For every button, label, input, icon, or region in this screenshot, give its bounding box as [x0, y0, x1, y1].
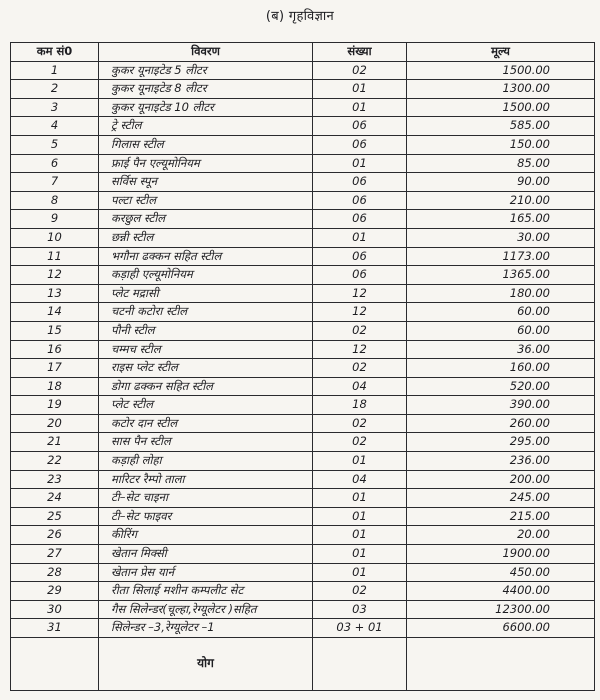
- cell-price: 520.00: [407, 377, 595, 396]
- cell-description: कड़ाही एल्यूमोनियम: [99, 266, 313, 285]
- cell-description: चटनी कटोरा स्टील: [99, 303, 313, 322]
- cell-serial-no: 23: [11, 470, 99, 489]
- header-price: मूल्य: [407, 43, 595, 62]
- cell-price: 150.00: [407, 135, 595, 154]
- cell-description: टी–सेट फाइवर: [99, 507, 313, 526]
- table-row: [11, 545, 595, 564]
- cell-serial-no: 7: [11, 173, 99, 192]
- cell-price: 1173.00: [407, 247, 595, 266]
- cell-quantity: 02: [313, 61, 407, 80]
- cell-serial-no: 17: [11, 359, 99, 378]
- cell-price: 215.00: [407, 507, 595, 526]
- cell-serial-no: 11: [11, 247, 99, 266]
- cell-quantity: 02: [313, 414, 407, 433]
- cell-description: सिलेन्डर –3,रेग्यूलेटर –1: [99, 619, 313, 638]
- cell-description: खेतान प्रेस यार्न: [99, 563, 313, 582]
- cell-price: 165.00: [407, 210, 595, 229]
- cell-price: 245.00: [407, 489, 595, 508]
- cell-price: 1500.00: [407, 98, 595, 117]
- cell-description: कीरिंग: [99, 526, 313, 545]
- table-row: [11, 303, 595, 322]
- table-row: [11, 247, 595, 266]
- cell-price: 390.00: [407, 396, 595, 415]
- cell-quantity: 04: [313, 377, 407, 396]
- cell-quantity: 06: [313, 266, 407, 285]
- cell-price: 295.00: [407, 433, 595, 452]
- cell-description: रीता सिलाई मशीन कम्पलीट सेट: [99, 582, 313, 601]
- cell-quantity: 02: [313, 433, 407, 452]
- table-row: [11, 80, 595, 99]
- cell-price: 200.00: [407, 470, 595, 489]
- cell-description: गैस सिलेन्डर(चूल्हा,रेग्यूलेटर )सहित: [99, 600, 313, 619]
- cell-price: 585.00: [407, 117, 595, 136]
- cell-description: करछुल स्टील: [99, 210, 313, 229]
- total-price-cell: [407, 638, 595, 691]
- table-row: [11, 117, 595, 136]
- cell-description: कुकर यूनाइटेड 8 लीटर: [99, 80, 313, 99]
- cell-description: पल्टा स्टील: [99, 191, 313, 210]
- cell-description: खेतान मिक्सी: [99, 545, 313, 564]
- cell-serial-no: 8: [11, 191, 99, 210]
- cell-quantity: 02: [313, 582, 407, 601]
- table-row: [11, 173, 595, 192]
- table-row: [11, 600, 595, 619]
- cell-serial-no: 24: [11, 489, 99, 508]
- cell-serial-no: 22: [11, 452, 99, 471]
- cell-price: 1300.00: [407, 80, 595, 99]
- cell-description: फ्राई पैन एल्यूमोनियम: [99, 154, 313, 173]
- cell-quantity: 06: [313, 135, 407, 154]
- cell-quantity: 12: [313, 303, 407, 322]
- cell-price: 4400.00: [407, 582, 595, 601]
- cell-quantity: 01: [313, 563, 407, 582]
- cell-serial-no: 3: [11, 98, 99, 117]
- cell-quantity: 06: [313, 191, 407, 210]
- table-row: [11, 228, 595, 247]
- cell-serial-no: 18: [11, 377, 99, 396]
- cell-quantity: 06: [313, 173, 407, 192]
- cell-quantity: 18: [313, 396, 407, 415]
- header-description: विवरण: [99, 43, 313, 62]
- cell-description: कुकर यूनाइटेड 5 लीटर: [99, 61, 313, 80]
- cell-description: कटोर दान स्टील: [99, 414, 313, 433]
- cell-serial-no: 30: [11, 600, 99, 619]
- page-heading: (ब) गृहविज्ञान: [265, 9, 335, 24]
- table-row: [11, 377, 595, 396]
- cell-quantity: 06: [313, 247, 407, 266]
- cell-serial-no: 14: [11, 303, 99, 322]
- table-header-row: [11, 43, 595, 62]
- cell-description: राइस प्लेट स्टील: [99, 359, 313, 378]
- table-row: [11, 414, 595, 433]
- cell-serial-no: 16: [11, 340, 99, 359]
- cell-description: पौनी स्टील: [99, 321, 313, 340]
- cell-quantity: 01: [313, 228, 407, 247]
- cell-price: 260.00: [407, 414, 595, 433]
- cell-quantity: 06: [313, 117, 407, 136]
- cell-serial-no: 10: [11, 228, 99, 247]
- total-quantity-cell: [313, 638, 407, 691]
- cell-price: 1500.00: [407, 61, 595, 80]
- total-row: [11, 638, 595, 691]
- cell-quantity: 04: [313, 470, 407, 489]
- table-row: [11, 266, 595, 285]
- cell-description: डोगा ढक्कन सहित स्टील: [99, 377, 313, 396]
- cell-price: 12300.00: [407, 600, 595, 619]
- cell-price: 6600.00: [407, 619, 595, 638]
- cell-price: 60.00: [407, 303, 595, 322]
- cell-serial-no: 6: [11, 154, 99, 173]
- total-empty-cell: [11, 638, 99, 691]
- cell-price: 1900.00: [407, 545, 595, 564]
- cell-serial-no: 5: [11, 135, 99, 154]
- cell-quantity: 06: [313, 210, 407, 229]
- cell-quantity: 02: [313, 321, 407, 340]
- table-row: [11, 619, 595, 638]
- cell-quantity: 02: [313, 359, 407, 378]
- cell-description: सर्विस स्पून: [99, 173, 313, 192]
- cell-price: 90.00: [407, 173, 595, 192]
- cell-price: 160.00: [407, 359, 595, 378]
- cell-serial-no: 15: [11, 321, 99, 340]
- table-row: [11, 210, 595, 229]
- table-row: [11, 396, 595, 415]
- cell-serial-no: 9: [11, 210, 99, 229]
- cell-quantity: 01: [313, 489, 407, 508]
- cell-price: 36.00: [407, 340, 595, 359]
- cell-description: कुकर यूनाइटेड 10 लीटर: [99, 98, 313, 117]
- cell-price: 236.00: [407, 452, 595, 471]
- total-label: योग: [99, 638, 313, 691]
- cell-price: 20.00: [407, 526, 595, 545]
- cell-price: 30.00: [407, 228, 595, 247]
- cell-price: 210.00: [407, 191, 595, 210]
- table-row: [11, 507, 595, 526]
- table-row: [11, 359, 595, 378]
- cell-description: सास पैन स्टील: [99, 433, 313, 452]
- table-row: [11, 321, 595, 340]
- header-serial-no: कम सं0: [11, 43, 99, 62]
- cell-quantity: 01: [313, 507, 407, 526]
- cell-price: 450.00: [407, 563, 595, 582]
- cell-description: भगौना ढक्कन सहित स्टील: [99, 247, 313, 266]
- cell-description: छन्नी स्टील: [99, 228, 313, 247]
- cell-quantity: 01: [313, 98, 407, 117]
- table-row: [11, 284, 595, 303]
- cell-quantity: 01: [313, 545, 407, 564]
- cell-quantity: 01: [313, 154, 407, 173]
- cell-quantity: 01: [313, 526, 407, 545]
- cell-serial-no: 26: [11, 526, 99, 545]
- cell-description: गिलास स्टील: [99, 135, 313, 154]
- cell-serial-no: 21: [11, 433, 99, 452]
- cell-quantity: 03 + 01: [313, 619, 407, 638]
- cell-serial-no: 2: [11, 80, 99, 99]
- table-row: [11, 489, 595, 508]
- table-row: [11, 433, 595, 452]
- inventory-table: [10, 42, 595, 691]
- cell-description: ट्रे स्टील: [99, 117, 313, 136]
- cell-description: प्लेट मद्रासी: [99, 284, 313, 303]
- cell-description: टी–सेट चाइना: [99, 489, 313, 508]
- cell-quantity: 01: [313, 452, 407, 471]
- table-row: [11, 340, 595, 359]
- table-row: [11, 470, 595, 489]
- table-row: [11, 135, 595, 154]
- cell-price: 85.00: [407, 154, 595, 173]
- header-quantity: संख्या: [313, 43, 407, 62]
- cell-serial-no: 19: [11, 396, 99, 415]
- cell-serial-no: 31: [11, 619, 99, 638]
- cell-description: मारिटर रैम्पो ताला: [99, 470, 313, 489]
- cell-quantity: 12: [313, 284, 407, 303]
- cell-description: चम्मच स्टील: [99, 340, 313, 359]
- cell-price: 60.00: [407, 321, 595, 340]
- table-row: [11, 526, 595, 545]
- table-row: [11, 582, 595, 601]
- table-row: [11, 154, 595, 173]
- cell-price: 180.00: [407, 284, 595, 303]
- cell-serial-no: 29: [11, 582, 99, 601]
- cell-description: प्लेट स्टील: [99, 396, 313, 415]
- table-body: [11, 61, 595, 637]
- table-row: [11, 452, 595, 471]
- cell-quantity: 03: [313, 600, 407, 619]
- cell-serial-no: 13: [11, 284, 99, 303]
- cell-serial-no: 1: [11, 61, 99, 80]
- table-row: [11, 61, 595, 80]
- cell-description: कड़ाही लोहा: [99, 452, 313, 471]
- cell-serial-no: 20: [11, 414, 99, 433]
- cell-serial-no: 12: [11, 266, 99, 285]
- cell-serial-no: 27: [11, 545, 99, 564]
- cell-quantity: 01: [313, 80, 407, 99]
- cell-serial-no: 4: [11, 117, 99, 136]
- cell-serial-no: 25: [11, 507, 99, 526]
- cell-quantity: 12: [313, 340, 407, 359]
- table-row: [11, 191, 595, 210]
- cell-serial-no: 28: [11, 563, 99, 582]
- table-row: [11, 563, 595, 582]
- table-row: [11, 98, 595, 117]
- cell-price: 1365.00: [407, 266, 595, 285]
